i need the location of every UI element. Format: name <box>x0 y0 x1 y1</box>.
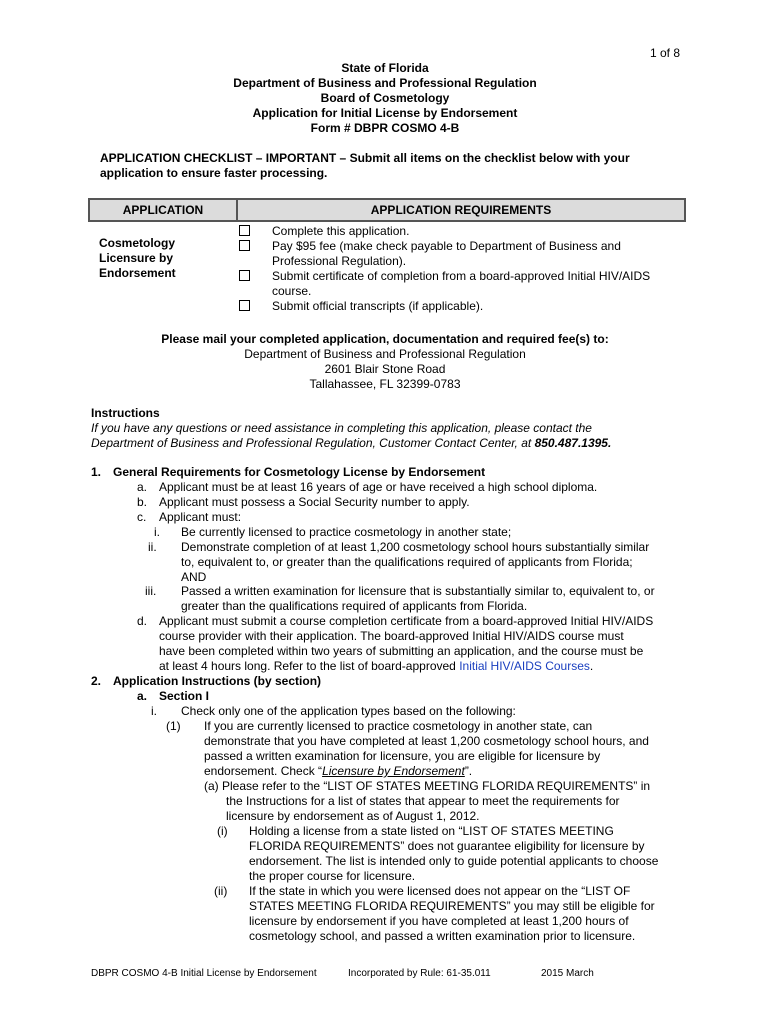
section1-item-a: Applicant must be at least 16 years of age or have received a high school diploma. <box>159 480 598 494</box>
requirement-item: Pay $95 fee (make check payable to Department of Business and Professional Regulation). <box>237 239 685 269</box>
mail-address-line1: Department of Business and Professional Regulation <box>244 347 526 361</box>
header-department: Department of Business and Professional Regulation <box>233 76 537 90</box>
section1-item-d-2: course provider with their application. The board-approved Initial HIV/AIDS course must <box>159 629 624 643</box>
section2-number: 2. <box>91 674 102 688</box>
mail-address-line2: 2601 Blair Stone Road <box>324 362 446 376</box>
section1-item-c-ii-3: AND <box>181 570 207 584</box>
checkbox-icon[interactable] <box>239 225 250 236</box>
footer-date: 2015 March <box>541 968 594 979</box>
application-type-line: Licensure by <box>99 251 174 265</box>
section2-title: Application Instructions (by section) <box>113 674 322 688</box>
checklist-intro-line2: application to ensure faster processing. <box>100 166 328 180</box>
section2-p1-line1: If you are currently licensed to practice cosmetology in another state, can <box>204 719 593 733</box>
list-marker: (1) <box>166 719 181 733</box>
section2-p1-line4: endorsement. Check “Licensure by Endorsement”. <box>204 764 473 778</box>
header-state: State of Florida <box>341 61 429 75</box>
section1-item-b: Applicant must possess a Social Security number to apply. <box>159 495 470 509</box>
section2-a-line1: (a) Please refer to the “LIST OF STATES MEETING FLORIDA REQUIREMENTS” in <box>204 779 651 793</box>
checkbox-icon[interactable] <box>239 240 250 251</box>
section2-r1-line1: Holding a license from a state listed on “LIST OF STATES MEETING <box>249 824 614 838</box>
section1-item-d-3: have been completed within two years of submitting an application, and the course must be <box>159 644 644 658</box>
application-type-line: Endorsement <box>99 266 176 280</box>
list-marker: b. <box>137 495 148 509</box>
section2-r1-line4: the proper course for licensure. <box>249 869 416 883</box>
header-form-number: Form # DBPR COSMO 4-B <box>310 121 460 135</box>
list-marker: d. <box>137 614 148 628</box>
footer-rule: Incorporated by Rule: 61-35.011 <box>348 968 491 979</box>
requirement-item: Submit official transcripts (if applicable). <box>237 299 685 314</box>
section1-item-c-ii-1: Demonstrate completion of at least 1,200 cosmetology school hours substantially similar <box>181 540 650 554</box>
page-number: 1 of 8 <box>649 46 680 60</box>
mail-address-line3: Tallahassee, FL 32399-0783 <box>309 377 461 391</box>
section2-a-line2: the Instructions for a list of states that appear to meet the requirements for <box>226 794 620 808</box>
list-marker: (i) <box>217 824 228 838</box>
section1-number: 1. <box>91 465 102 479</box>
checkbox-icon[interactable] <box>239 270 250 281</box>
list-marker: iii. <box>145 584 157 598</box>
phone-number[interactable]: 850.487.1395. <box>534 436 612 450</box>
hiv-aids-courses-link[interactable]: Initial HIV/AIDS Courses <box>459 659 590 673</box>
table-header-requirements: APPLICATION REQUIREMENTS <box>237 199 685 221</box>
mail-heading: Please mail your completed application, documentation and required fee(s) to: <box>161 332 609 346</box>
section2-r2-line2: STATES MEETING FLORIDA REQUIREMENTS” you may still be eligible for <box>249 899 655 913</box>
list-marker: i. <box>151 704 157 718</box>
section2-i-text: Check only one of the application types based on the following: <box>181 704 516 718</box>
section2-r2-line4: cosmetology school, and passed a written examination prior to licensure. <box>249 929 636 943</box>
section1-item-d-1: Applicant must submit a course completion certificate from a board-approved Initial HIV/AIDS <box>159 614 654 628</box>
section1-item-d-4: at least 4 hours long. Refer to the list of board-approved Initial HIV/AIDS Courses. <box>159 659 594 673</box>
header-board: Board of Cosmetology <box>320 91 450 105</box>
section1-item-c-i: Be currently licensed to practice cosmetology in another state; <box>181 525 512 539</box>
instructions-line1: If you have any questions or need assistance in completing this application, please contact the <box>91 421 592 435</box>
section1-item-c: Applicant must: <box>159 510 242 524</box>
footer-form-title: DBPR COSMO 4-B Initial License by Endorsement <box>91 968 317 979</box>
section2-p1-line2: demonstrate that you have completed at least 1,200 cosmetology school hours, and <box>204 734 649 748</box>
section2-a-label: a. <box>137 689 148 703</box>
section2-a-line3: licensure by endorsement as of August 1, 2012. <box>226 809 480 823</box>
list-marker: i. <box>154 525 160 539</box>
table-header-application: APPLICATION <box>89 199 237 221</box>
section2-a-title: Section I <box>159 689 210 703</box>
requirement-item: Complete this application. <box>237 224 685 239</box>
instructions-line2: Department of Business and Professional Regulation, Customer Contact Center, at 850.487.1395. <box>91 436 612 450</box>
checklist-intro-line1: APPLICATION CHECKLIST – IMPORTANT – Submit all items on the checklist below with your <box>100 151 630 165</box>
section1-item-c-iii-2: greater than the qualifications required of applicants from Florida. <box>181 599 528 613</box>
section1-item-c-iii-1: Passed a written examination for licensure that is substantially similar to, equivalent to, or <box>181 584 655 598</box>
checkbox-icon[interactable] <box>239 300 250 311</box>
instructions-title: Instructions <box>91 406 160 420</box>
list-marker: (ii) <box>214 884 228 898</box>
requirement-item: Submit certificate of completion from a board-approved Initial HIV/AIDS course. <box>237 269 685 299</box>
section2-r2-line1: If the state in which you were licensed does not appear on the “LIST OF <box>249 884 631 898</box>
licensure-by-endorsement-option: Licensure by Endorsement <box>322 764 465 778</box>
list-marker: ii. <box>148 540 157 554</box>
section2-p1-line3: passed a written examination for licensure, you are eligible for licensure by <box>204 749 601 763</box>
list-marker: c. <box>137 510 147 524</box>
section2-r2-line3: licensure by endorsement if you have completed at least 1,200 hours of <box>249 914 629 928</box>
section2-r1-line3: endorsement. The list is intended only to guide potential applicants to choose <box>249 854 659 868</box>
application-type-line: Cosmetology <box>99 236 176 250</box>
list-marker: a. <box>137 480 148 494</box>
checklist-table <box>88 198 686 314</box>
header-application-title: Application for Initial License by Endorsement <box>252 106 518 120</box>
section1-title: General Requirements for Cosmetology License by Endorsement <box>113 465 486 479</box>
section2-r1-line2: FLORIDA REQUIREMENTS” does not guarantee eligibility for licensure by <box>249 839 645 853</box>
section1-item-c-ii-2: to, equivalent to, or greater than the qualifications required of applicants from Florida; <box>181 555 633 569</box>
